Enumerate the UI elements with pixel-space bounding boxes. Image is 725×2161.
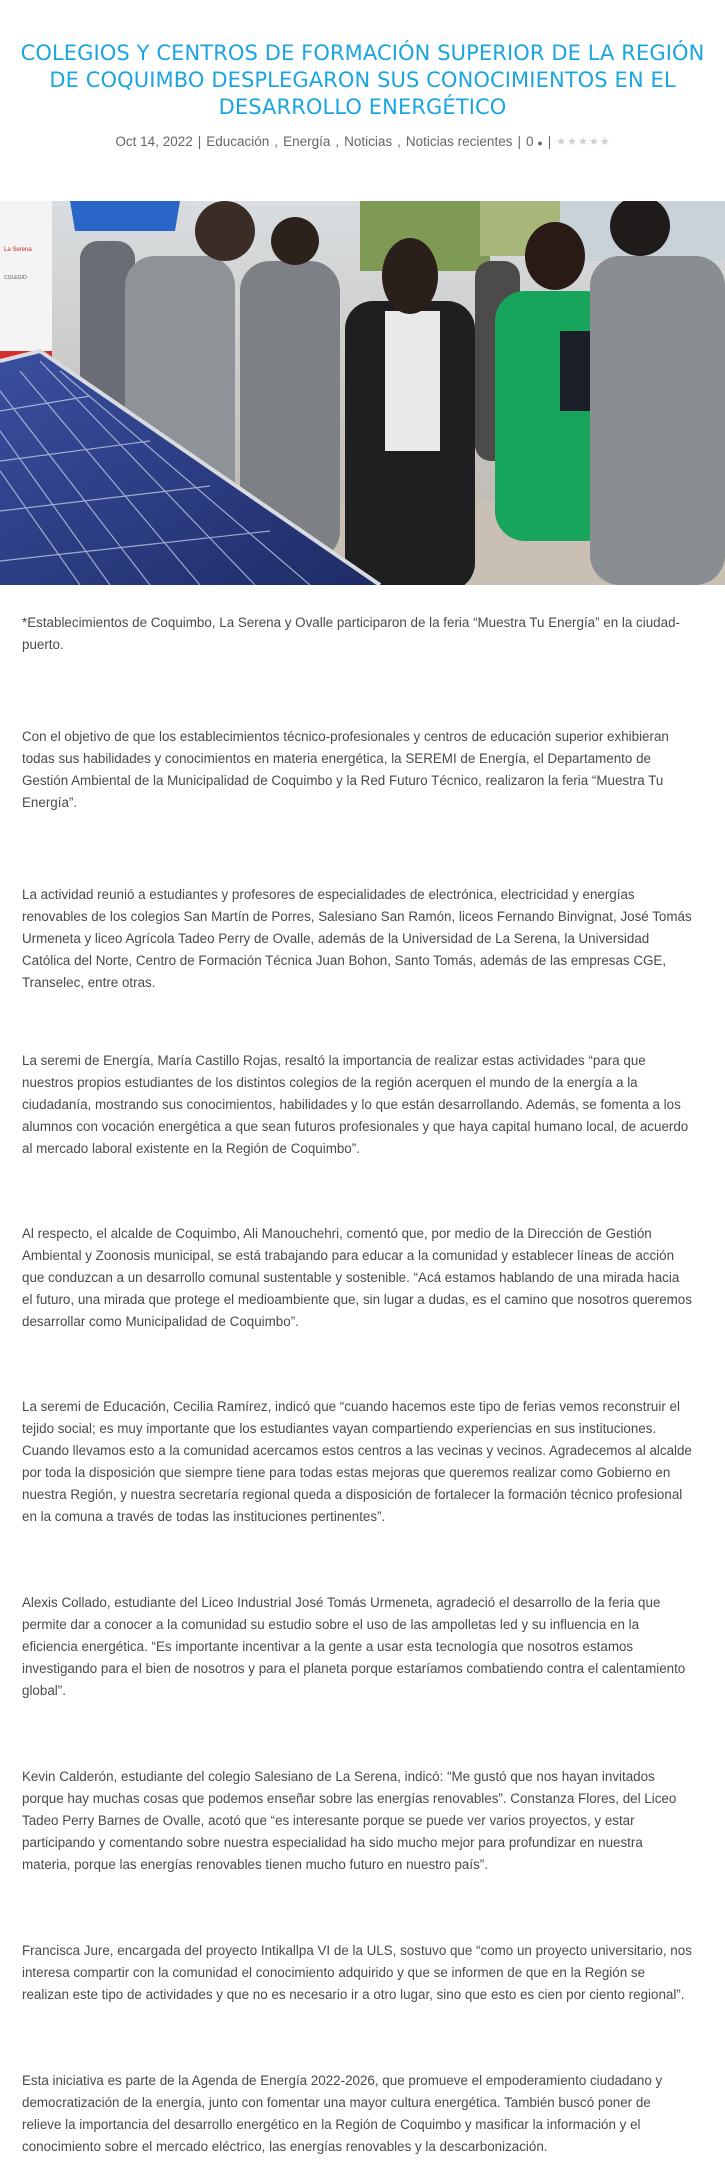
comment-count: 0 bbox=[525, 134, 534, 149]
category-link-noticias[interactable]: Noticias bbox=[344, 134, 393, 149]
article-header bbox=[0, 0, 725, 149]
photo-students-solar-panel bbox=[0, 201, 725, 585]
star-icon: ★ bbox=[577, 136, 588, 148]
star-icon: ★ bbox=[567, 136, 577, 148]
category-link-noticias-recientes[interactable]: Noticias recientes bbox=[405, 134, 513, 149]
article-paragraph: Alexis Collado, estudiante del Liceo Industrial José Tomás Urmeneta, agradeció el desarrollo de la feria que permite dar a conocer a la comunidad su estudio sobre el uso de las ampolletas led y su influencia en la eficiencia energética. “Es importante incentivar a la gente a usar esta tecnología que nosotros estamos investigando para el bien de nosotros y para el planeta porque estaríamos combatiendo contra el calentamiento global”. bbox=[22, 1595, 686, 1698]
category-comma: , bbox=[397, 134, 401, 149]
post-meta bbox=[20, 134, 705, 149]
comment-icon: ● bbox=[537, 138, 543, 148]
star-icon: ★ bbox=[599, 136, 610, 148]
article-paragraph: *Establecimientos de Coquimbo, La Serena y Ovalle participaron de la feria “Muestra Tu Energía” en la ciudad-puerto. bbox=[22, 615, 680, 652]
article-paragraph: La seremi de Educación, Cecilia Ramírez, indicó que “cuando hacemos este tipo de ferias vemos reconstruir el tejido social; es muy importante que los estudiantes vayan compartiendo experiencias en sus instituciones. Cuando llevamos esto a la comunidad acercamos estos centros a las vecinas y vecinos. Agradecemos al alcalde por toda la disposición que siempre tiene para todas estas mejoras que queremos realizar como Gobierno en nuestra Región, y nuestra secretaría regional queda a disposición de fortalecer la formación técnico profesional en la comuna a través de todas las instituciones pertinentes”. bbox=[22, 1399, 692, 1524]
article-paragraph: La seremi de Energía, María Castillo Rojas, resaltó la importancia de realizar estas actividades “para que nuestros propios estudiantes de los distintos colegios de la región acerquen el mundo de la energía a la ciudadanía, mostrando sus conocimientos, habilidades y lo que están desarrollando. Además, se fomenta a los alumnos con vocación energética a que sean futuros profesionales y que haya capital humano local, de acuerdo al mercado laboral existente en la Región de Coquimbo”. bbox=[22, 1053, 689, 1156]
meta-separator: | bbox=[197, 134, 202, 149]
article-paragraph: Esta iniciativa es parte de la Agenda de Energía 2022-2026, que promueve el empoderamiento ciudadano y democratización de la energía, junto con fomentar una mayor cultura energética. También buscó poner de relieve la importancia del desarrollo energético en la Región de Coquimbo y masificar la información y el conocimiento sobre el mercado eléctrico, las energías renovables y la descarbonización. bbox=[22, 2073, 663, 2154]
star-icon: ★ bbox=[588, 136, 599, 148]
article-paragraph: Kevin Calderón, estudiante del colegio Salesiano de La Serena, indicó: “Me gustó que nos hayan invitados porque hay muchas cosas que podemos enseñar sobre las energías renovables”. Constanza Flores, del Liceo Tadeo Perry Barnes de Ovalle, acotó que “es interesante porque se puede ver varios proyectos, y estar participando y comentando sobre nuestra especialidad ha sido mucho mejor para profundizar en nuestra materia, porque las energías renovables tienen mucho futuro en nuestro país”. bbox=[22, 1769, 677, 1872]
banner-text: COLEGIO bbox=[4, 275, 27, 281]
category-link-educacion[interactable]: Educación bbox=[206, 134, 270, 149]
category-comma: , bbox=[335, 134, 340, 149]
article-paragraph: La actividad reunió a estudiantes y profesores de especialidades de electrónica, electricidad y energías renovables de los colegios San Martín de Porres, Salesiano San Ramón, liceos Fernando Binvignat, José Tomás Urmeneta y liceo Agrícola Tadeo Perry de Ovalle, además de la Universidad de La Serena, la Universidad Católica del Norte, Centro de Formación Técnica Juan Bohon, Santo Tomás, además de las empresas CGE, Transelec, entre otras. bbox=[22, 887, 692, 990]
category-link-energia[interactable]: Energía bbox=[283, 134, 331, 149]
rating-stars[interactable] bbox=[556, 135, 609, 148]
article-title: COLEGIOS Y CENTROS DE FORMACIÓN SUPERIOR DE LA REGIÓN DE COQUIMBO DESPLEGARON SUS CONOCIMIENTOS EN EL DESARROLLO ENERGÉTICO bbox=[20, 41, 705, 119]
featured-image bbox=[0, 201, 725, 585]
category-comma: , bbox=[274, 134, 279, 149]
meta-separator: | bbox=[517, 134, 521, 149]
article-paragraph: Francisca Jure, encargada del proyecto Intikallpa VI de la ULS, sostuvo que “como un proyecto universitario, nos interesa compartir con la comunidad el conocimiento adquirido y que se informen de que en la Región se realizan este tipo de actividades y que no es necesario ir a otro lugar, sino que esto es cien por ciento regional”. bbox=[22, 1943, 692, 2002]
star-icon: ★ bbox=[556, 136, 567, 148]
post-date: Oct 14, 2022 bbox=[115, 134, 193, 149]
article-paragraph: Al respecto, el alcalde de Coquimbo, Ali Manouchehri, comentó que, por medio de la Dirección de Gestión Ambiental y Zoonosis municipal, se está trabajando para educar a la comunidad y establecer líneas de acción que conduzcan a un desarrollo comunal sustentable y sostenible. “Acá estamos hablando de una mirada hacia el futuro, una mirada que protege el medioambiente que, sin lugar a dudas, es el camino que nosotros queremos desarrollar como Municipalidad de Coquimbo”. bbox=[22, 1226, 692, 1329]
article-paragraph: Con el objetivo de que los establecimientos técnico-profesionales y centros de educación superior exhibieran todas sus habilidades y conocimientos en materia energética, la SEREMI de Energía, el Departamento de Gestión Ambiental de la Municipalidad de Coquimbo y la Red Futuro Técnico, realizaron la feria “Muestra Tu Energía”. bbox=[22, 729, 669, 810]
meta-separator: | bbox=[547, 134, 552, 149]
banner-text: La Serena bbox=[4, 247, 32, 253]
comments-link[interactable] bbox=[526, 134, 543, 149]
